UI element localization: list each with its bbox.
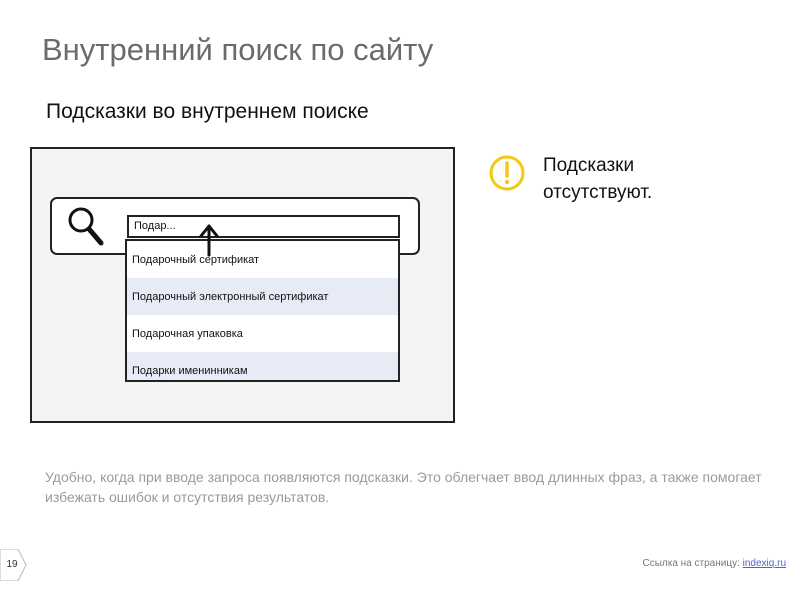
search-mockup [30, 147, 455, 423]
footer-source [643, 558, 787, 569]
suggestion-item[interactable]: Подарочный сертификат [132, 253, 260, 266]
suggestion-item[interactable]: Подарки именинникам [127, 352, 398, 382]
warning-text: Подсказки отсутствуют. [543, 155, 653, 203]
description-text: Удобно, когда при вводе запроса появляются подсказки. Это облегчает ввод длинных фраз, а также помогает избежать ошибок и отсутствия результатов. [45, 469, 762, 505]
slide-title: Внутренний поиск по сайту [42, 32, 434, 67]
exclamation-circle-icon [488, 154, 526, 192]
arrow-cursor-icon [197, 223, 221, 257]
suggestion-list [125, 239, 400, 382]
footer-link[interactable]: indexiq.ru [742, 558, 786, 569]
search-input[interactable]: Подар... [127, 215, 400, 238]
suggestion-item[interactable]: Подарочный электронный сертификат [127, 278, 398, 315]
page-number: 19 [6, 559, 18, 570]
slide-subtitle: Подсказки во внутреннем поиске [46, 100, 369, 123]
footer-link-prefix: Ссылка на страницу: [642, 558, 740, 569]
suggestion-item[interactable]: Подарочная упаковка [132, 327, 243, 340]
magnifier-icon [66, 205, 108, 249]
